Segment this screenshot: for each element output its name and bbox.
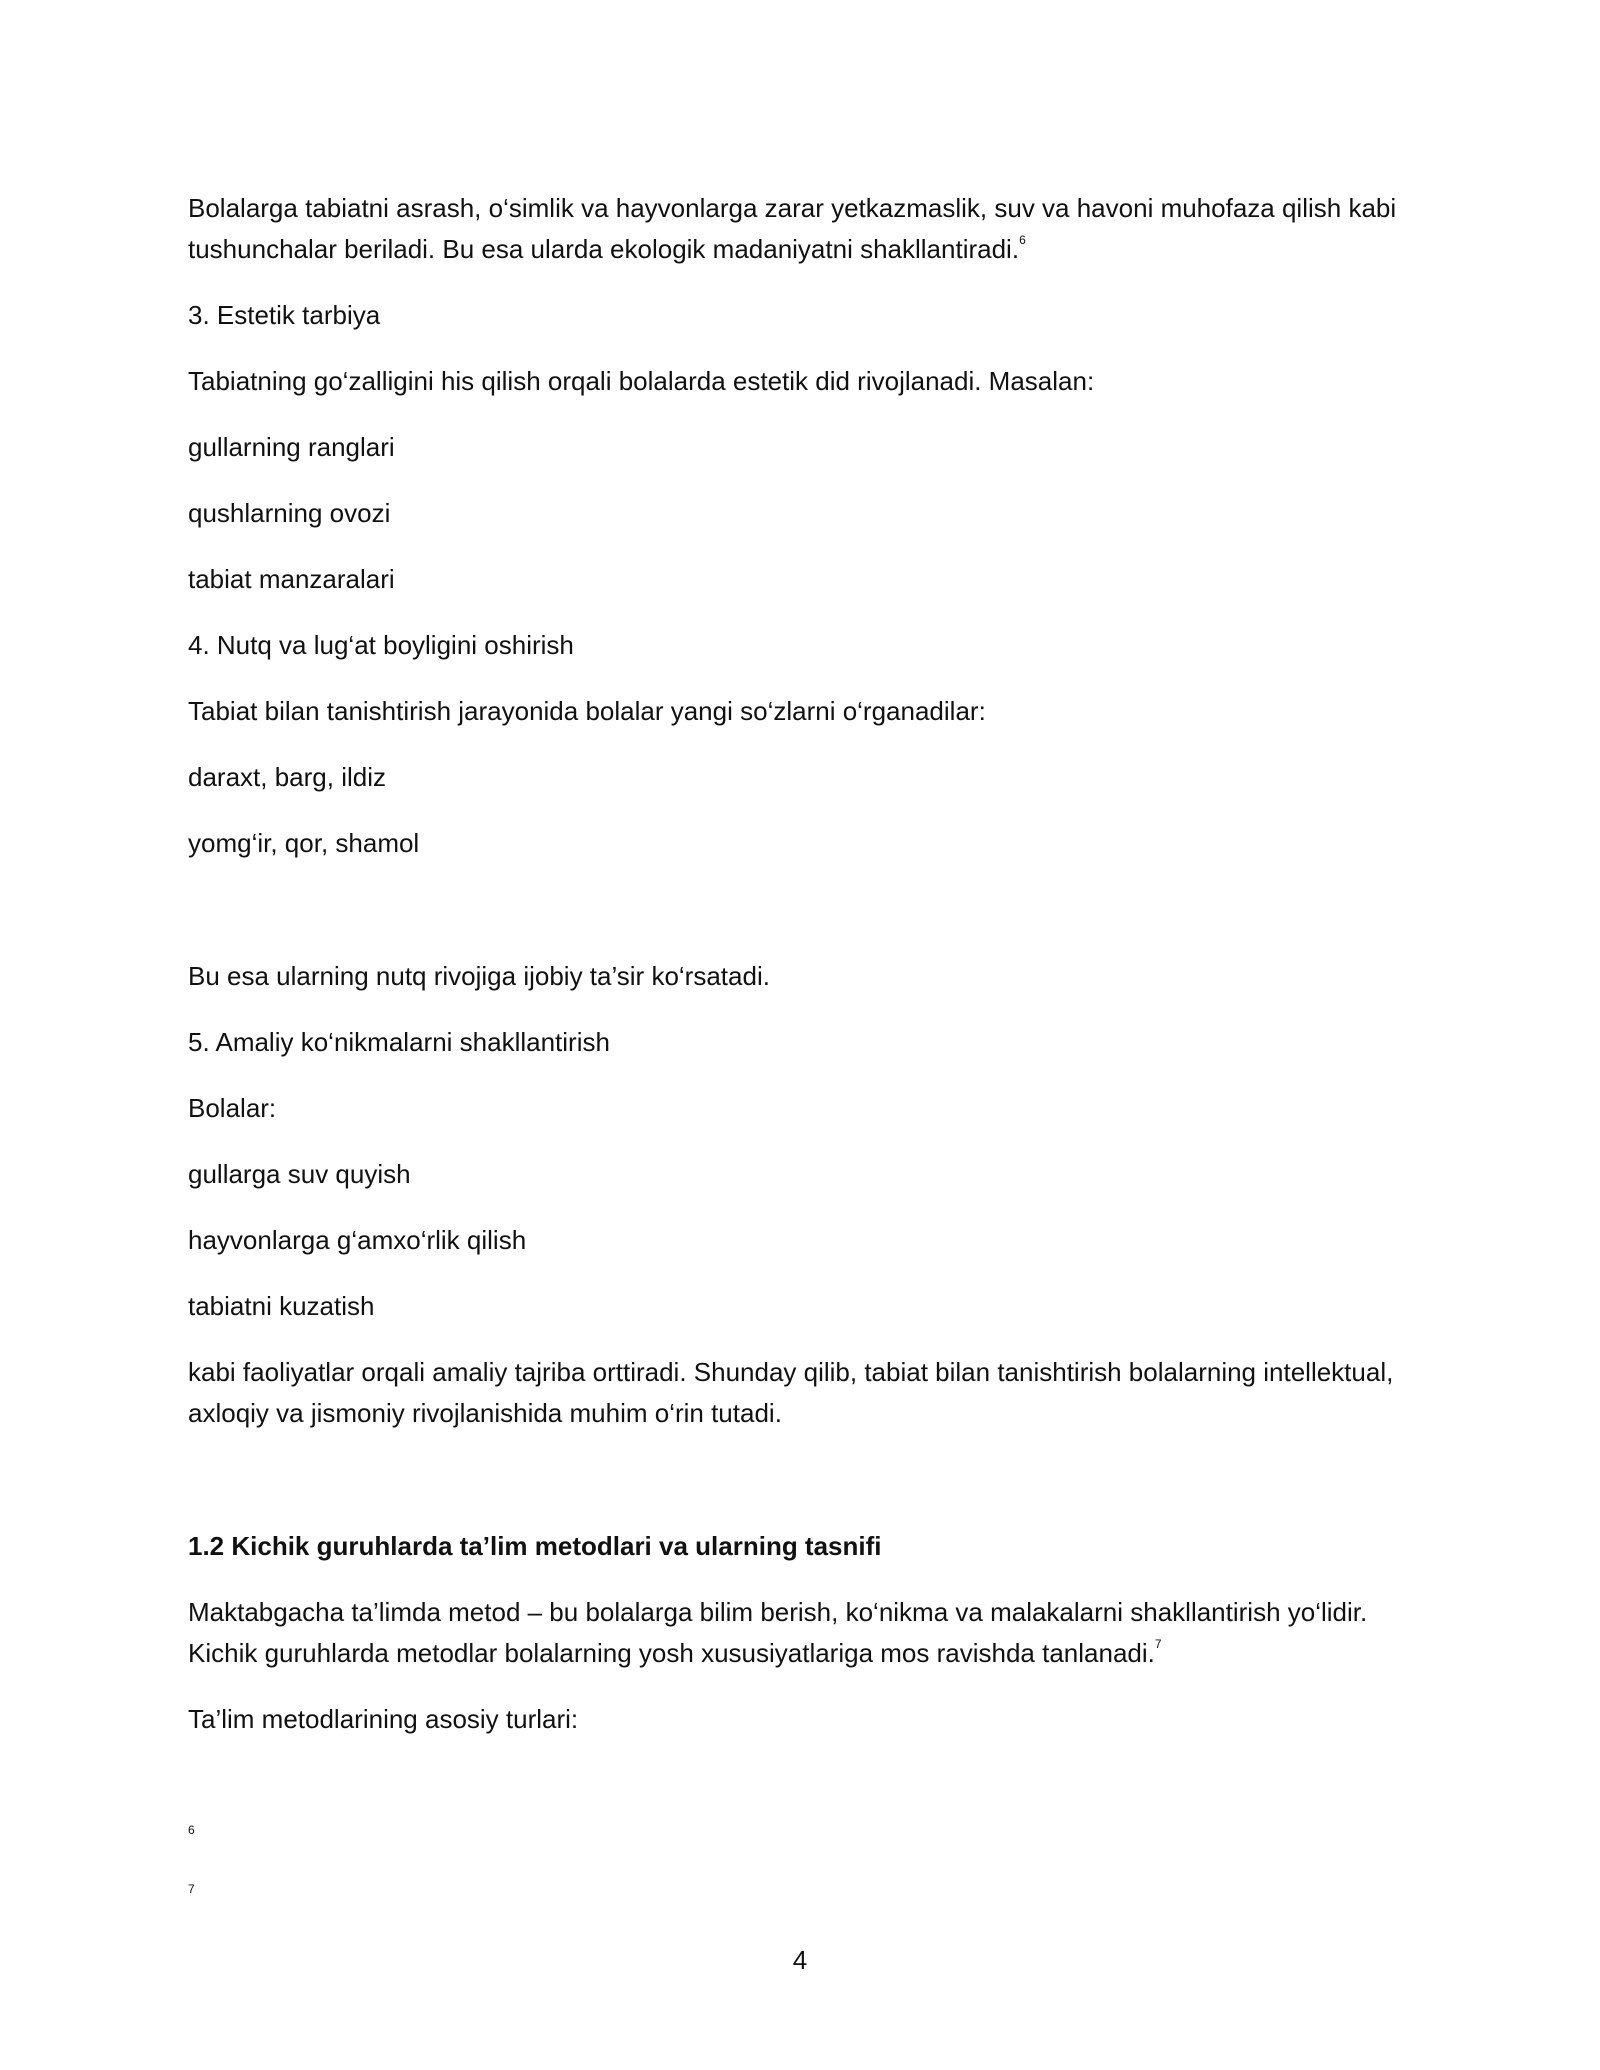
paragraph-conclusion: kabi faoliyatlar orqali amaliy tajriba orttiradi. Shunday qilib, tabiat bilan tanishtirish bolalarning intellektual, axloqiy va jismoniy rivojlanishida muhim o‘rin tutadi. [188,1357,1394,1428]
list-item: tabiatni kuzatish [188,1291,375,1321]
list-item: gullarning ranglari [188,432,395,462]
paragraph-children: Bolalar: [188,1093,277,1123]
paragraph-method-types: Ta’lim metodlarining asosiy turlari: [188,1704,579,1734]
paragraph-speech-effect: Bu esa ularning nutq rivojiga ijobiy ta’sir ko‘rsatadi. [188,961,770,991]
footnote-6: 6 [188,1823,195,1837]
footnote-ref-6: 6 [1019,233,1026,248]
page-content [188,188,1408,1938]
list-item: qushlarning ovozi [188,498,391,528]
list-item: hayvonlarga g‘amxo‘rlik qilish [188,1225,527,1255]
paragraph-method-definition: Maktabgacha ta’limda metod – bu bolalarga bilim berish, ko‘nikma va malakalarni shakllantirish yo‘lidir. Kichik guruhlarda metodlar bolalarning yosh xususiyatlariga mos ravishda tanlanadi.$^7$ [188,1597,1368,1668]
paragraph-ecology: Bolalarga tabiatni asrash, o‘simlik va hayvonlarga zarar yetkazmaslik, suv va havoni muhofaza qilish kabi tushunchalar beriladi. Bu esa ularda ekologik madaniyatni shakllantiradi.$^6$ [188,193,1397,264]
footnote-ref-7: 7 [1154,1637,1162,1652]
blank-space [188,889,1408,956]
blank-space [188,1765,1408,1810]
list-item: yomg‘ir, qor, shamol [188,828,420,858]
blank-space [188,1459,1408,1526]
footnotes [188,1820,1408,1899]
footnote-7: 7 [188,1882,195,1896]
section-heading: 1.2 Kichik guruhlarda ta’lim metodlari va ularning tasnifi [188,1531,882,1561]
list-item: tabiat manzaralari [188,564,395,594]
list-item: gullarga suv quyish [188,1159,411,1189]
list-item: daraxt, barg, ildiz [188,762,386,792]
heading-speech-vocabulary: 4. Nutq va lug‘at boyligini oshirish [188,630,574,660]
page-number: 4 [792,1945,808,1975]
heading-aesthetic-education: 3. Estetik tarbiya [188,300,381,330]
heading-practical-skills: 5. Amaliy ko‘nikmalarni shakllantirish [188,1027,610,1057]
paragraph-aesthetic: Tabiatning go‘zalligini his qilish orqali bolalarda estetik did rivojlanadi. Masalan: [188,366,1095,396]
paragraph-speech: Tabiat bilan tanishtirish jarayonida bolalar yangi so‘zlarni o‘rganadilar: [188,696,986,726]
